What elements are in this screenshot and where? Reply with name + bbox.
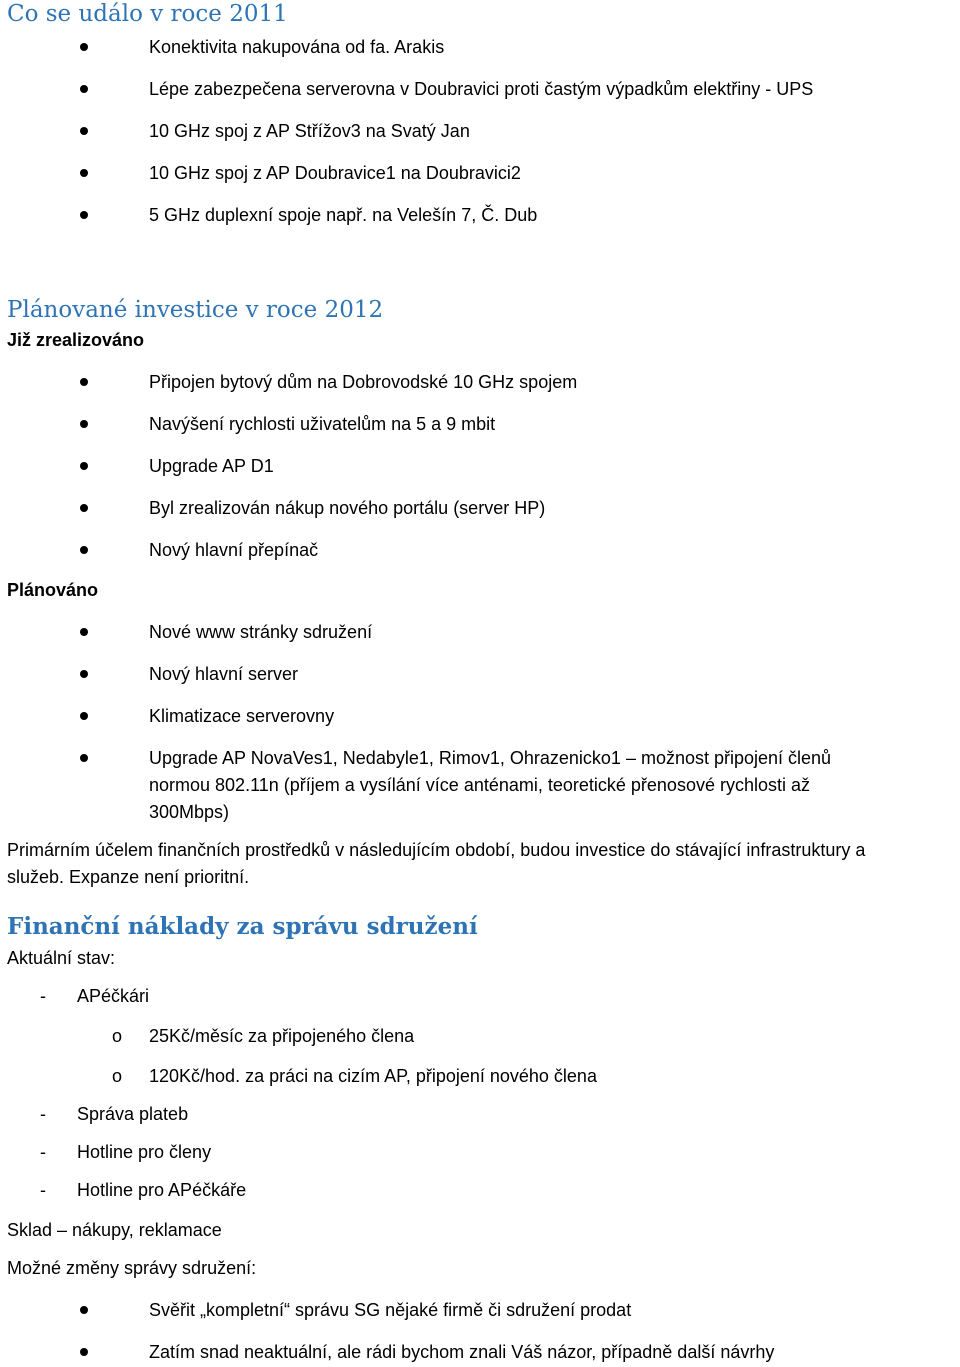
list-item: Klimatizace serverovny [149, 706, 335, 726]
list-item: Svěřit „kompletní“ správu SG nějaké firmě či sdružení prodat [149, 1300, 632, 1320]
dash-marker: - [40, 1180, 46, 1200]
bullet [80, 1348, 88, 1356]
list-item: Hotline pro členy [77, 1142, 212, 1162]
list-item: Hotline pro APéčkáře [77, 1180, 247, 1200]
list-item: Navýšení rychlosti uživatelům na 5 a 9 mbit [149, 414, 496, 434]
list-item: 10 GHz spoj z AP Doubravice1 na Doubravici2 [149, 163, 521, 183]
bullet [80, 628, 88, 636]
list-item: Nové www stránky sdružení [149, 622, 373, 642]
bullet [80, 754, 88, 762]
bullet [80, 169, 88, 177]
list-item: Byl zrealizován nákup nového portálu (server HP) [149, 498, 546, 518]
bullet [80, 127, 88, 135]
list-item-line: Upgrade AP NovaVes1, Nedabyle1, Rimov1, Ohrazenicko1 – možnost připojení členů [149, 748, 832, 768]
circle-marker: o [112, 1026, 123, 1046]
bullet [80, 712, 88, 720]
list-item: Správa plateb [77, 1104, 189, 1124]
dash-marker: - [40, 986, 46, 1006]
changes-label: Možné změny správy sdružení: [7, 1258, 257, 1278]
heading-costs: Finanční náklady za správu sdružení [7, 913, 478, 940]
bullet [80, 670, 88, 678]
list-item: 25Kč/měsíc za připojeného člena [149, 1026, 415, 1046]
bullet [80, 462, 88, 470]
list-item-line: normou 802.11n (příjem a vysílání více anténami, teoretické přenosové rychlosti až [149, 775, 810, 795]
warehouse-line: Sklad – nákupy, reklamace [7, 1220, 222, 1240]
list-item-line: 300Mbps) [149, 802, 230, 822]
bullet [80, 43, 88, 51]
bullet [80, 1306, 88, 1314]
bullet [80, 211, 88, 219]
list-item: Lépe zabezpečena serverovna v Doubravici proti častým výpadkům elektřiny - UPS [149, 79, 814, 99]
list-item: 5 GHz duplexní spoje např. na Velešín 7, Č. Dub [149, 205, 538, 225]
list-item: Připojen bytový dům na Dobrovodské 10 GHz spojem [149, 372, 578, 392]
note-line: služeb. Expanze není prioritní. [7, 867, 250, 887]
list-item: 10 GHz spoj z AP Střížov3 na Svatý Jan [149, 121, 470, 141]
bullet [80, 504, 88, 512]
bullet [80, 546, 88, 554]
bullet [80, 378, 88, 386]
list-item: APéčkári [77, 986, 150, 1006]
bullet [80, 420, 88, 428]
dash-marker: - [40, 1104, 46, 1124]
list-item: Konektivita nakupována od fa. Arakis [149, 37, 445, 57]
note-line: Primárním účelem finančních prostředků v následujícím období, budou investice do stávající infrastruktury a [7, 840, 866, 860]
done-heading: Již zrealizováno [7, 330, 145, 350]
planned-heading: Plánováno [7, 580, 99, 600]
heading-2011: Co se událo v roce 2011 [7, 1, 288, 27]
list-item: Upgrade AP D1 [149, 456, 274, 476]
state-label: Aktuální stav: [7, 948, 116, 968]
dash-marker: - [40, 1142, 46, 1162]
list-item: Nový hlavní server [149, 664, 299, 684]
list-item: Nový hlavní přepínač [149, 540, 319, 560]
bullet [80, 85, 88, 93]
list-item: 120Kč/hod. za práci na cizím AP, připojení nového člena [149, 1066, 597, 1086]
list-item: Zatím snad neaktuální, ale rádi bychom znali Váš názor, případně další návrhy [149, 1342, 775, 1362]
heading-2012: Plánované investice v roce 2012 [7, 297, 384, 323]
circle-marker: o [112, 1066, 123, 1086]
